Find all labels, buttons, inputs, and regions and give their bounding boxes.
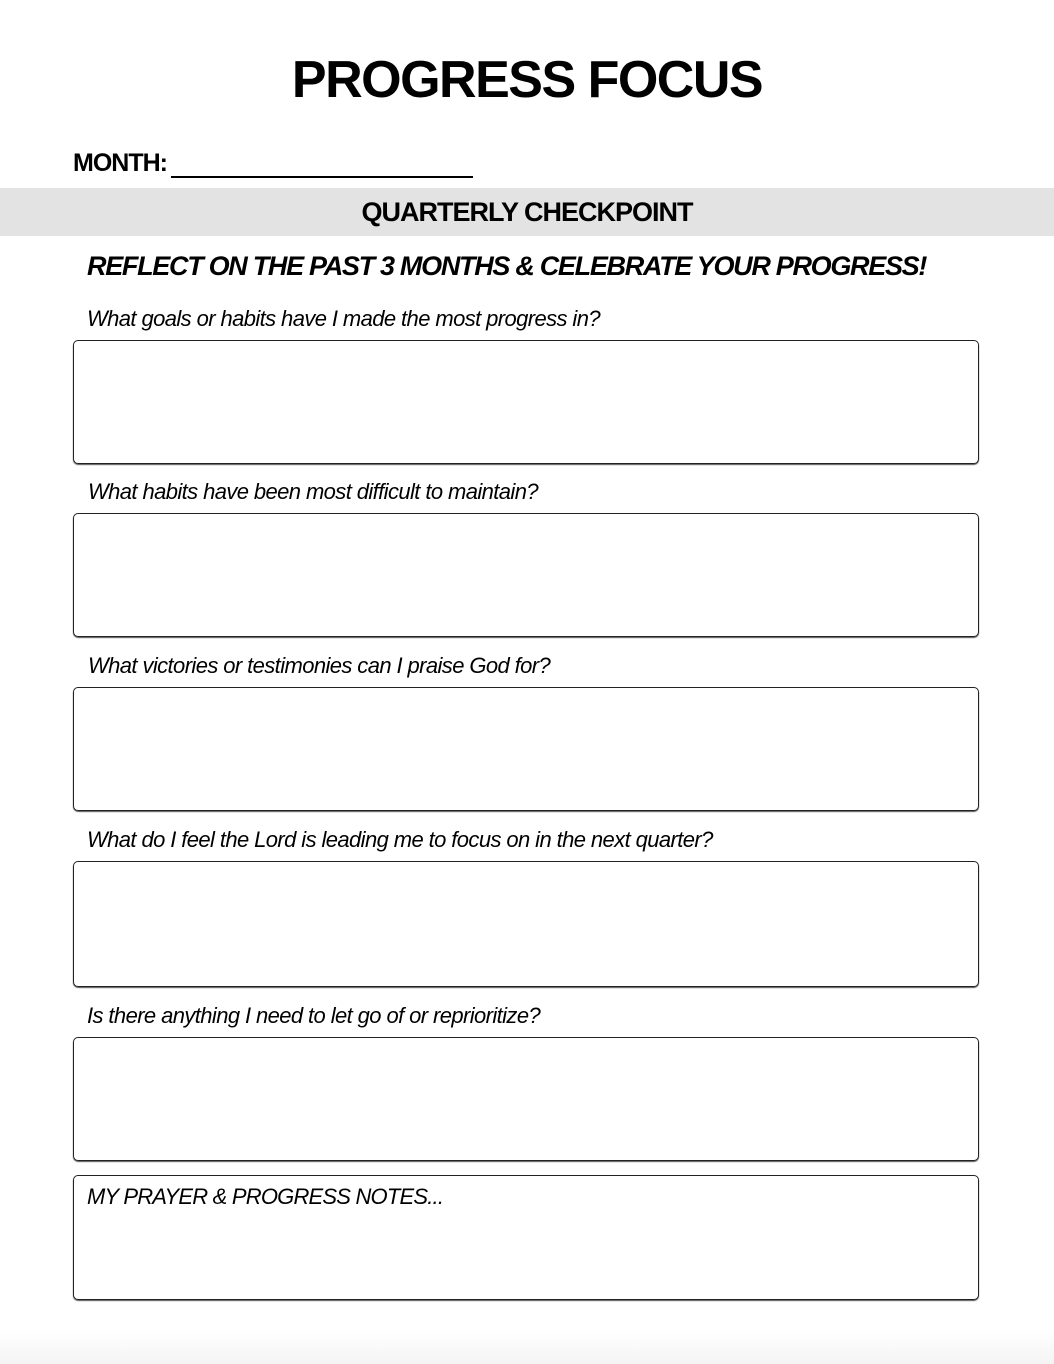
- answer-box[interactable]: [73, 340, 979, 464]
- notes-label: MY PRAYER & PROGRESS NOTES...: [87, 1184, 444, 1209]
- answer-box[interactable]: [73, 513, 979, 637]
- answer-box[interactable]: [73, 861, 979, 987]
- month-label: MONTH:: [73, 149, 167, 177]
- notes-box[interactable]: [73, 1175, 979, 1300]
- question-label: What victories or testimonies can I praise God for?: [88, 653, 551, 678]
- question-label: What goals or habits have I made the most progress in?: [87, 306, 600, 331]
- section-header: QUARTERLY CHECKPOINT: [361, 196, 693, 227]
- month-input-line[interactable]: [171, 152, 473, 178]
- question-label: What habits have been most difficult to maintain?: [88, 479, 538, 504]
- subheading: REFLECT ON THE PAST 3 MONTHS & CELEBRATE YOUR PROGRESS!: [87, 251, 927, 281]
- page-title: PROGRESS FOCUS: [291, 51, 763, 109]
- question-label: Is there anything I need to let go of or reprioritize?: [87, 1003, 541, 1028]
- answer-box[interactable]: [73, 687, 979, 811]
- page-bottom-edge: [0, 1330, 1054, 1364]
- section-header-band: [0, 188, 1054, 236]
- answer-box[interactable]: [73, 1037, 979, 1161]
- question-label: What do I feel the Lord is leading me to focus on in the next quarter?: [87, 827, 713, 852]
- month-field: [73, 149, 473, 178]
